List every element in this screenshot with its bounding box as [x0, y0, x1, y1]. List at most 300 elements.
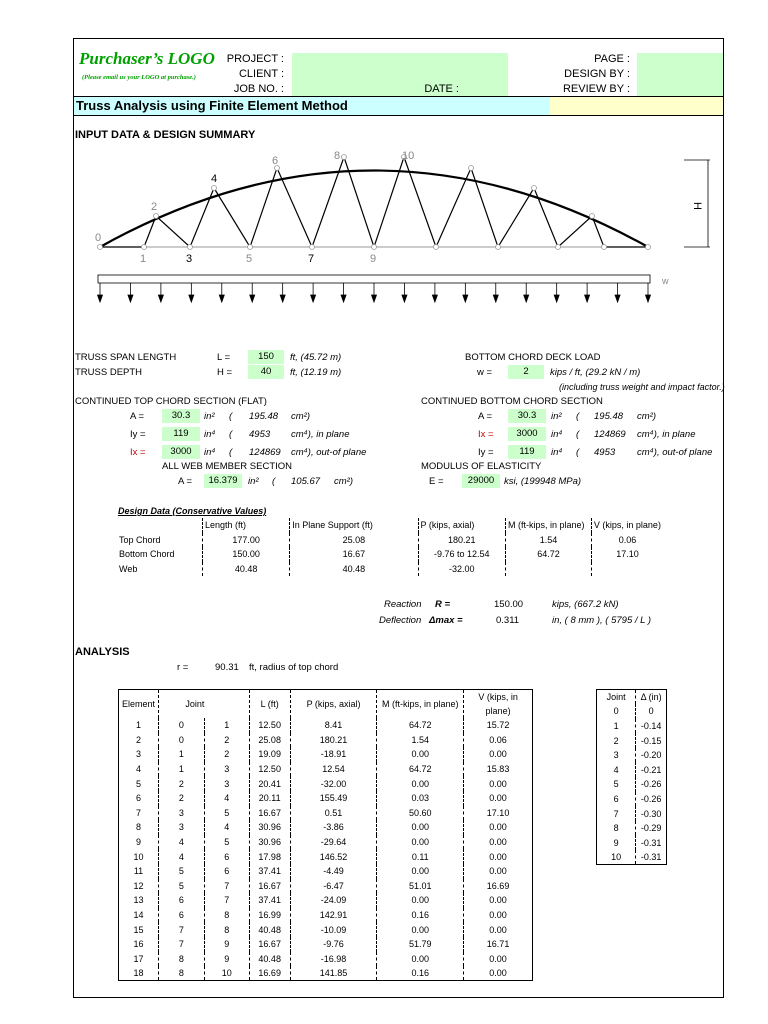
- table-cell: 2: [597, 733, 636, 748]
- table-cell: 6: [119, 791, 159, 806]
- bot-iy-unit: in⁴: [551, 447, 563, 458]
- table-cell: 15.83: [486, 764, 510, 775]
- table-header-cell: V (kips, in plane): [593, 520, 661, 531]
- table-row: [597, 748, 667, 763]
- load-arrow-head: [189, 295, 194, 302]
- table-header-cell: In Plane Support (ft): [290, 518, 418, 533]
- table-cell: 7: [597, 806, 636, 821]
- table-header-row: [117, 518, 663, 533]
- table-header-cell: [117, 518, 203, 533]
- deck-load-label: BOTTOM CHORD DECK LOAD: [465, 352, 601, 363]
- load-arrow-head: [615, 295, 620, 302]
- top-ix-unit: in⁴: [204, 447, 216, 458]
- bot-ix-paren: (: [576, 429, 580, 440]
- top-iy-input[interactable]: 119: [162, 427, 200, 441]
- table-cell: -16.98: [290, 952, 377, 967]
- span-unit: ft, (45.72 m): [290, 352, 342, 363]
- table-row: [119, 879, 533, 894]
- top-a-input[interactable]: 30.3: [162, 409, 200, 423]
- table-row: [119, 791, 533, 806]
- table-cell: -0.29: [640, 823, 662, 834]
- table-cell: 0.00: [489, 851, 507, 862]
- table-cell: 0.00: [377, 922, 464, 937]
- load-arrow-head: [280, 295, 285, 302]
- load-arrow-head: [646, 295, 651, 302]
- bot-ix-input[interactable]: 3000: [508, 427, 546, 441]
- design-data-caption: Design Data (Conservative Values): [118, 506, 267, 516]
- modulus-input[interactable]: 29000: [462, 474, 500, 488]
- deck-load-symbol: w =: [477, 367, 493, 378]
- table-cell: 5: [158, 864, 204, 879]
- deck-load-note: (including truss weight and impact factor.): [559, 382, 725, 392]
- table-cell: 5: [204, 835, 249, 850]
- table-cell: 2: [204, 747, 249, 762]
- top-ix-metric-unit: cm⁴), out-of plane: [291, 447, 367, 458]
- table-cell: 0.00: [489, 822, 507, 833]
- joint-markers: [98, 155, 651, 250]
- table-row: [597, 777, 667, 792]
- table-row: [597, 719, 667, 734]
- table-cell: 146.52: [290, 849, 377, 864]
- bot-a-metric: 195.48: [594, 411, 624, 422]
- table-cell: 9: [597, 835, 636, 850]
- table-cell: -0.31: [640, 852, 662, 863]
- bot-ix-metric: 124869: [594, 429, 626, 440]
- table-cell: 51.79: [377, 937, 464, 952]
- table-header-cell: Length (ft): [203, 518, 290, 533]
- table-header-cell: P (kips, axial): [418, 518, 506, 533]
- table-cell: 30.96: [249, 820, 290, 835]
- table-cell: 8: [204, 908, 249, 923]
- table-cell: 4: [158, 835, 204, 850]
- top-iy-unit: in⁴: [204, 429, 216, 440]
- table-cell: 0.00: [377, 835, 464, 850]
- table-cell: 17: [119, 952, 159, 967]
- bot-a-metric-unit: cm²): [637, 411, 656, 422]
- project-client-field[interactable]: [292, 53, 508, 96]
- span-input[interactable]: 150: [248, 350, 284, 364]
- joint-label-4: 4: [211, 173, 218, 185]
- table-row: [597, 835, 667, 850]
- page-label: PAGE :: [594, 53, 630, 65]
- bot-ix-metric-unit: cm⁴), in plane: [637, 429, 696, 440]
- title-divider-bottom: [74, 115, 723, 116]
- web-a-unit: in²: [248, 476, 259, 487]
- table-cell: 6: [204, 849, 249, 864]
- table-cell: 17.10: [616, 549, 639, 560]
- table-cell: 4: [204, 791, 249, 806]
- table-cell: 7: [204, 893, 249, 908]
- load-arrow-head: [158, 295, 163, 302]
- table-cell: 6: [204, 864, 249, 879]
- top-iy-paren: (: [229, 429, 233, 440]
- table-cell: 37.41: [249, 864, 290, 879]
- table-cell: 0.11: [377, 849, 464, 864]
- table-cell: 16.69: [486, 880, 510, 891]
- page-design-field[interactable]: [637, 53, 723, 96]
- bot-a-paren: (: [576, 411, 580, 422]
- load-band: [98, 275, 650, 283]
- table-cell: 9: [119, 835, 159, 850]
- table-cell: -29.64: [290, 835, 377, 850]
- joint-label-7: 7: [308, 253, 315, 265]
- table-cell: 0.00: [377, 747, 464, 762]
- table-cell: 180.21: [290, 733, 377, 748]
- table-cell: 1: [158, 747, 204, 762]
- table-cell: 5: [597, 777, 636, 792]
- table-cell: 12.54: [290, 762, 377, 777]
- table-cell: 0: [597, 704, 636, 719]
- reaction-symbol: R =: [435, 599, 451, 610]
- truss-diagram: [74, 144, 723, 344]
- title-divider: [74, 96, 723, 97]
- table-cell: 0.16: [377, 908, 464, 923]
- table-cell: 64.72: [377, 762, 464, 777]
- table-row: [597, 850, 667, 865]
- table-cell: [506, 562, 592, 577]
- table-row: [597, 762, 667, 777]
- table-cell: 15.72: [486, 720, 510, 731]
- top-a-metric: 195.48: [249, 411, 279, 422]
- table-cell: 1: [597, 719, 636, 734]
- table-cell: 4: [119, 762, 159, 777]
- table-cell: 7: [158, 937, 204, 952]
- table-cell: 155.49: [290, 791, 377, 806]
- table-cell: 20.11: [249, 791, 290, 806]
- table-cell: 6: [597, 792, 636, 807]
- table-cell: 17.98: [249, 849, 290, 864]
- table-row: [117, 547, 663, 562]
- table-cell: 12: [119, 879, 159, 894]
- table-cell: 20.41: [249, 776, 290, 791]
- table-header-cell: P (kips, axial): [290, 690, 377, 719]
- table-row: [119, 835, 533, 850]
- table-header-cell: L (ft): [249, 690, 290, 719]
- table-row: [119, 776, 533, 791]
- modulus-unit: ksi, (199948 MPa): [504, 476, 582, 487]
- table-cell: 0: [158, 733, 204, 748]
- table-cell: 180.21: [418, 533, 506, 548]
- section-input-title: INPUT DATA & DESIGN SUMMARY: [75, 129, 256, 141]
- radius-unit: ft, radius of top chord: [249, 662, 339, 673]
- logo-note: (Please email us your LOGO at purchase.): [82, 74, 196, 81]
- web-a-input[interactable]: 16.379: [204, 474, 242, 488]
- joint-label-2: 2: [151, 201, 158, 213]
- table-cell: -0.14: [640, 720, 662, 731]
- table-row: [119, 893, 533, 908]
- deck-load-unit: kips / ft, (29.2 kN / m): [550, 367, 641, 378]
- bottom-chord-section-label: CONTINUED BOTTOM CHORD SECTION: [421, 396, 603, 407]
- table-cell: 16.99: [249, 908, 290, 923]
- table-cell: 7: [158, 922, 204, 937]
- table-cell: -0.21: [640, 764, 662, 775]
- table-cell: 2: [158, 776, 204, 791]
- radius-value: 90.31: [215, 662, 239, 673]
- table-cell: 40.48: [249, 952, 290, 967]
- table-cell: -0.26: [640, 779, 662, 790]
- joint-label-6: 6: [272, 155, 279, 167]
- span-label-text: TRUSS SPAN LENGTH: [75, 352, 177, 363]
- table-header-cell: Joint: [597, 690, 636, 705]
- table-cell: -4.49: [290, 864, 377, 879]
- table-cell: Bottom Chord: [117, 547, 203, 562]
- top-ix-paren: (: [229, 447, 233, 458]
- table-cell: 0.00: [489, 778, 507, 789]
- project-label: PROJECT :: [226, 53, 284, 65]
- top-iy-metric: 4953: [249, 429, 271, 440]
- table-cell: 0.00: [377, 864, 464, 879]
- date-label: DATE :: [424, 83, 459, 95]
- table-cell: 25.08: [249, 733, 290, 748]
- table-cell: 64.72: [506, 547, 592, 562]
- table-row: [119, 952, 533, 967]
- table-row: [597, 821, 667, 836]
- job-label: JOB NO. :: [233, 83, 284, 95]
- table-row: [597, 733, 667, 748]
- table-cell: -32.00: [418, 562, 506, 577]
- table-header-cell: M (ft-kips, in plane): [377, 690, 464, 719]
- title-note-field[interactable]: [550, 97, 723, 115]
- joint-label-9: 9: [370, 253, 377, 265]
- deflection-label: Deflection: [379, 615, 422, 626]
- table-cell: Top Chord: [117, 533, 203, 548]
- table-cell: 5: [158, 879, 204, 894]
- table-row: [597, 806, 667, 821]
- table-cell: 51.01: [377, 879, 464, 894]
- joint-label-0: 0: [95, 232, 102, 244]
- table-cell: 10: [597, 850, 636, 865]
- table-row: [119, 718, 533, 733]
- depth-unit: ft, (12.19 m): [290, 367, 342, 378]
- table-cell: 16.67: [290, 547, 418, 562]
- table-cell: -3.86: [290, 820, 377, 835]
- purchaser-logo: Purchaser’s LOGO: [79, 49, 215, 68]
- table-cell: 6: [158, 893, 204, 908]
- web-section-label: ALL WEB MEMBER SECTION: [162, 461, 293, 472]
- table-cell: 0.03: [377, 791, 464, 806]
- radius-symbol: r =: [177, 662, 189, 673]
- top-a-metric-unit: cm²): [291, 411, 310, 422]
- element-results-table: [118, 689, 533, 981]
- table-cell: 0.51: [290, 806, 377, 821]
- bot-ix-unit: in⁴: [551, 429, 563, 440]
- table-row: [119, 733, 533, 748]
- table-cell: 64.72: [377, 718, 464, 733]
- table-row: [117, 533, 663, 548]
- load-arrows: [98, 283, 651, 302]
- table-cell: 50.60: [377, 806, 464, 821]
- table-cell: 9: [204, 952, 249, 967]
- table-cell: 12.50: [249, 762, 290, 777]
- table-cell: 0.06: [489, 734, 507, 745]
- top-ix-metric: 124869: [249, 447, 281, 458]
- table-cell: 8: [204, 922, 249, 937]
- load-arrow-head: [463, 295, 468, 302]
- deflection-value: 0.311: [496, 615, 520, 626]
- table-row: [597, 704, 667, 719]
- table-cell: 3: [597, 748, 636, 763]
- table-cell: 37.41: [249, 893, 290, 908]
- table-cell: 40.48: [203, 562, 290, 577]
- top-a-unit: in²: [204, 411, 215, 422]
- table-cell: 10: [204, 966, 249, 981]
- table-row: [117, 562, 663, 577]
- table-cell: 16.67: [249, 806, 290, 821]
- table-cell: 12.50: [249, 718, 290, 733]
- table-cell: -0.31: [640, 837, 662, 848]
- load-arrow-head: [250, 295, 255, 302]
- table-row: [119, 966, 533, 981]
- reaction-label: Reaction: [384, 599, 422, 610]
- top-ix-input[interactable]: 3000: [162, 445, 200, 459]
- joint-label-1: 1: [140, 253, 147, 265]
- table-header-cell: [204, 690, 249, 719]
- table-cell: 0.00: [489, 866, 507, 877]
- load-arrow-head: [493, 295, 498, 302]
- deflection-symbol: Δmax =: [429, 615, 463, 626]
- load-arrow-head: [372, 295, 377, 302]
- table-cell: 150.00: [203, 547, 290, 562]
- bot-iy-input[interactable]: 119: [508, 445, 546, 459]
- joint-deflection-table: [596, 689, 667, 865]
- table-cell: 16.67: [249, 879, 290, 894]
- table-row: [119, 849, 533, 864]
- web-a-metric: 105.67: [291, 476, 321, 487]
- modulus-symbol: E =: [429, 476, 444, 487]
- top-chord: [100, 171, 648, 248]
- load-arrow-head: [341, 295, 346, 302]
- bot-iy-metric-unit: cm⁴), out-of plane: [637, 447, 713, 458]
- table-cell: 4: [158, 849, 204, 864]
- bot-a-input[interactable]: 30.3: [508, 409, 546, 423]
- table-cell: 0.16: [377, 966, 464, 981]
- table-cell: 0.00: [377, 776, 464, 791]
- load-arrow-head: [402, 295, 407, 302]
- table-header-cell: Joint: [185, 699, 205, 709]
- table-cell: 16.67: [249, 937, 290, 952]
- deflection-unit: in, ( 8 mm ), ( 5795 / L ): [552, 615, 652, 626]
- table-header-cell: M (ft-kips, in plane): [506, 518, 592, 533]
- reaction-unit: kips, (667.2 kN): [552, 599, 619, 610]
- table-cell: 3: [204, 762, 249, 777]
- table-row: [119, 806, 533, 821]
- top-iy-symbol: Iy =: [130, 429, 146, 440]
- design-by-label: DESIGN BY :: [564, 68, 630, 80]
- table-row: [119, 820, 533, 835]
- table-cell: -0.15: [640, 735, 662, 746]
- table-cell: 5: [204, 806, 249, 821]
- table-cell: 8: [158, 966, 204, 981]
- table-cell: 2: [204, 733, 249, 748]
- table-cell: 8: [119, 820, 159, 835]
- span-symbol: L =: [217, 352, 231, 363]
- top-chord-section-label: CONTINUED TOP CHORD SECTION (FLAT): [75, 396, 267, 407]
- table-cell: -0.30: [640, 808, 662, 819]
- table-cell: 0: [648, 706, 654, 717]
- load-arrow-head: [311, 295, 316, 302]
- table-header-cell: Element: [119, 690, 159, 719]
- load-arrow-head: [585, 295, 590, 302]
- table-row: [119, 762, 533, 777]
- table-cell: 16: [119, 937, 159, 952]
- table-cell: 2: [158, 791, 204, 806]
- table-cell: 3: [204, 776, 249, 791]
- section-analysis-title: ANALYSIS: [75, 646, 130, 658]
- load-arrow-head: [432, 295, 437, 302]
- table-cell: -18.91: [290, 747, 377, 762]
- joint-label-8: 8: [334, 150, 341, 162]
- web-a-paren: (: [272, 476, 276, 487]
- table-cell: Web: [117, 562, 203, 577]
- depth-input[interactable]: 40: [248, 365, 284, 379]
- table-cell: 0.00: [489, 749, 507, 760]
- load-arrow-head: [524, 295, 529, 302]
- client-label: CLIENT :: [238, 68, 284, 80]
- table-cell: 8.41: [290, 718, 377, 733]
- table-cell: 1: [119, 718, 159, 733]
- table-cell: 0.00: [377, 893, 464, 908]
- table-cell: 17.10: [486, 807, 510, 818]
- table-cell: 0.00: [489, 793, 507, 804]
- table-cell: 8: [597, 821, 636, 836]
- table-cell: 2: [119, 733, 159, 748]
- table-cell: 0.00: [489, 837, 507, 848]
- table-cell: 11: [119, 864, 159, 879]
- top-a-paren: (: [229, 411, 233, 422]
- bot-iy-paren: (: [576, 447, 580, 458]
- table-cell: 1: [204, 718, 249, 733]
- load-arrow-head: [128, 295, 133, 302]
- table-cell: 15: [119, 922, 159, 937]
- table-row: [597, 792, 667, 807]
- table-cell: 1.54: [506, 533, 592, 548]
- table-header-cell: V (kips, in plane): [478, 692, 518, 716]
- web-a-metric-unit: cm²): [334, 476, 353, 487]
- table-cell: 3: [158, 820, 204, 835]
- table-cell: 16.71: [486, 939, 510, 950]
- top-a-symbol: A =: [130, 411, 144, 422]
- table-cell: 0.00: [489, 968, 507, 979]
- table-cell: 7: [119, 806, 159, 821]
- table-cell: 10: [119, 849, 159, 864]
- load-arrow-head: [98, 295, 103, 302]
- deck-load-input[interactable]: 2: [508, 365, 544, 379]
- bot-iy-symbol: Iy =: [478, 447, 494, 458]
- table-cell: 8: [158, 952, 204, 967]
- table-row: [119, 922, 533, 937]
- review-by-label: REVIEW BY :: [562, 83, 630, 95]
- bot-ix-symbol: Ix =: [478, 429, 494, 440]
- table-header-row: [597, 690, 667, 705]
- joint-label-3: 3: [186, 253, 193, 265]
- table-cell: 0.00: [377, 820, 464, 835]
- joint-label-5: 5: [246, 253, 253, 265]
- table-cell: 141.85: [290, 966, 377, 981]
- table-cell: -24.09: [290, 893, 377, 908]
- reaction-value: 150.00: [494, 599, 524, 610]
- table-cell: 25.08: [290, 533, 418, 548]
- load-arrow-head: [554, 295, 559, 302]
- table-cell: [591, 562, 663, 577]
- top-iy-metric-unit: cm⁴), in plane: [291, 429, 350, 440]
- table-cell: 0: [158, 718, 204, 733]
- bot-a-unit: in²: [551, 411, 562, 422]
- modulus-label: MODULUS OF ELASTICITY: [421, 461, 542, 472]
- table-cell: -9.76 to 12.54: [418, 547, 506, 562]
- depth-label-text: TRUSS DEPTH: [75, 367, 143, 378]
- table-cell: 0.00: [489, 953, 507, 964]
- table-cell: 40.48: [290, 562, 418, 577]
